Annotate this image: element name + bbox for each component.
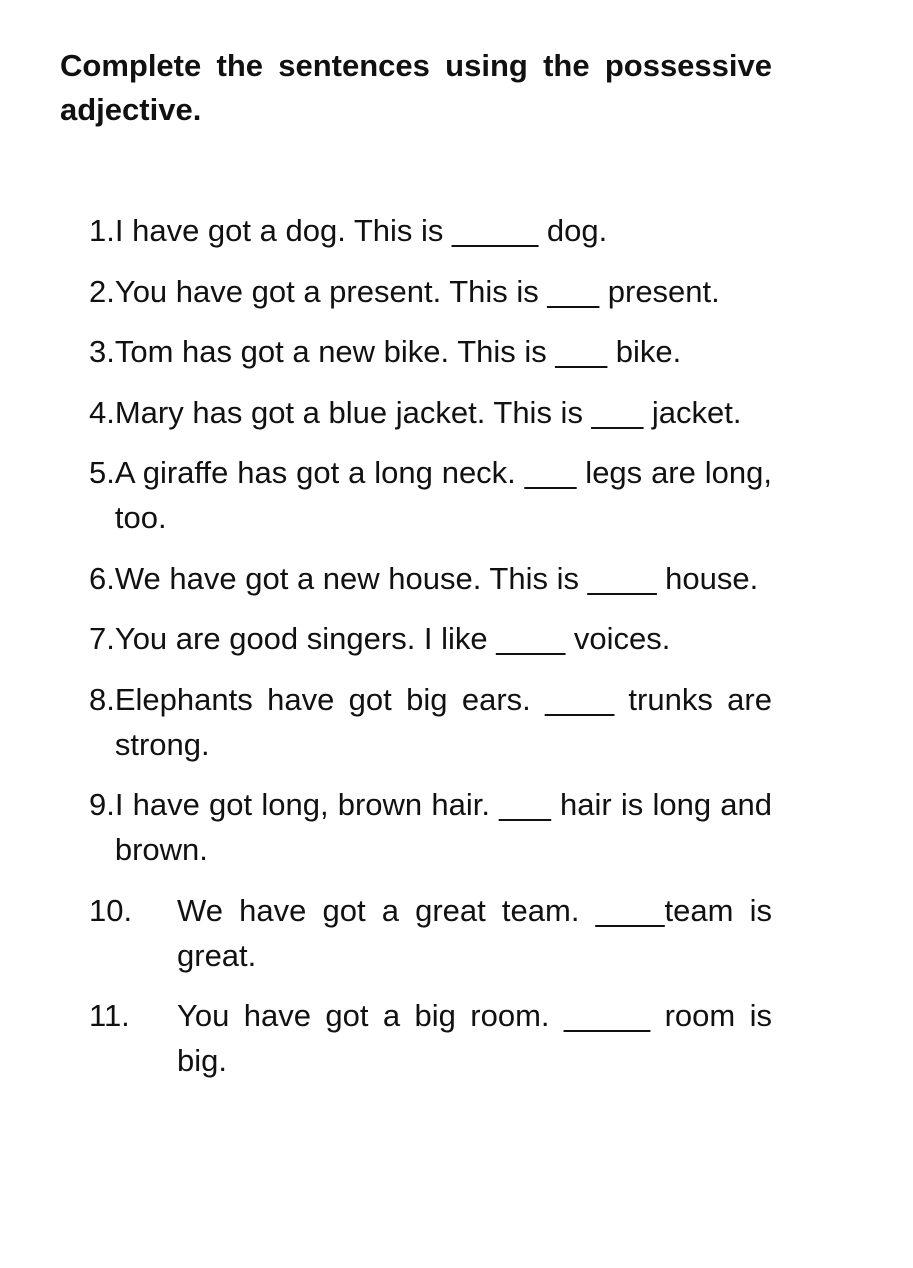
item-number: 3. (89, 334, 115, 369)
item-number: 7. (89, 621, 115, 656)
item-number: 6. (89, 560, 115, 596)
item-sentence: A giraffe has got a long neck. ___ legs are long, too. (114, 455, 772, 535)
item-number: 11. (89, 998, 130, 1033)
item-number: 8. (89, 681, 115, 717)
item-sentence: Elephants have got big ears. ____ trunks are strong. (114, 681, 772, 762)
item-number: 5. (89, 455, 115, 490)
exercise-item-2 (89, 269, 772, 314)
item-sentence: We have got a new house. This is ____ house. (114, 560, 759, 596)
item-sentence: You have got a present. This is ___ present. (114, 273, 720, 309)
exercise-item-8 (89, 677, 772, 767)
item-sentence: I have got long, brown hair. ___ hair is long and brown. (114, 787, 772, 867)
worksheet-instruction: Complete the sentences using the possessive adjective. (60, 48, 772, 127)
exercise-item-9 (89, 782, 772, 872)
exercise-item-3 (89, 329, 772, 374)
exercise-item-1 (89, 208, 772, 253)
item-sentence: We have got a great team. ____team is great. (177, 892, 772, 973)
exercise-list (89, 208, 772, 1099)
exercise-item-5 (89, 450, 772, 540)
exercise-item-7 (89, 616, 772, 661)
item-sentence: Mary has got a blue jacket. This is ___ jacket. (114, 394, 742, 430)
item-number: 1. (89, 213, 115, 248)
item-sentence: Tom has got a new bike. This is ___ bike. (114, 334, 682, 369)
item-sentence: You are good singers. I like ____ voices. (114, 621, 671, 656)
item-number: 4. (89, 394, 115, 430)
item-number: 10. (89, 892, 133, 928)
item-sentence: You have got a big room. _____ room is big. (177, 998, 772, 1078)
item-sentence: I have got a dog. This is _____ dog. (114, 213, 608, 248)
exercise-item-11 (89, 993, 772, 1083)
exercise-item-4 (89, 390, 772, 435)
exercise-item-6 (89, 556, 772, 601)
item-number: 2. (89, 273, 115, 309)
item-number: 9. (89, 787, 115, 822)
exercise-item-10 (89, 888, 772, 978)
